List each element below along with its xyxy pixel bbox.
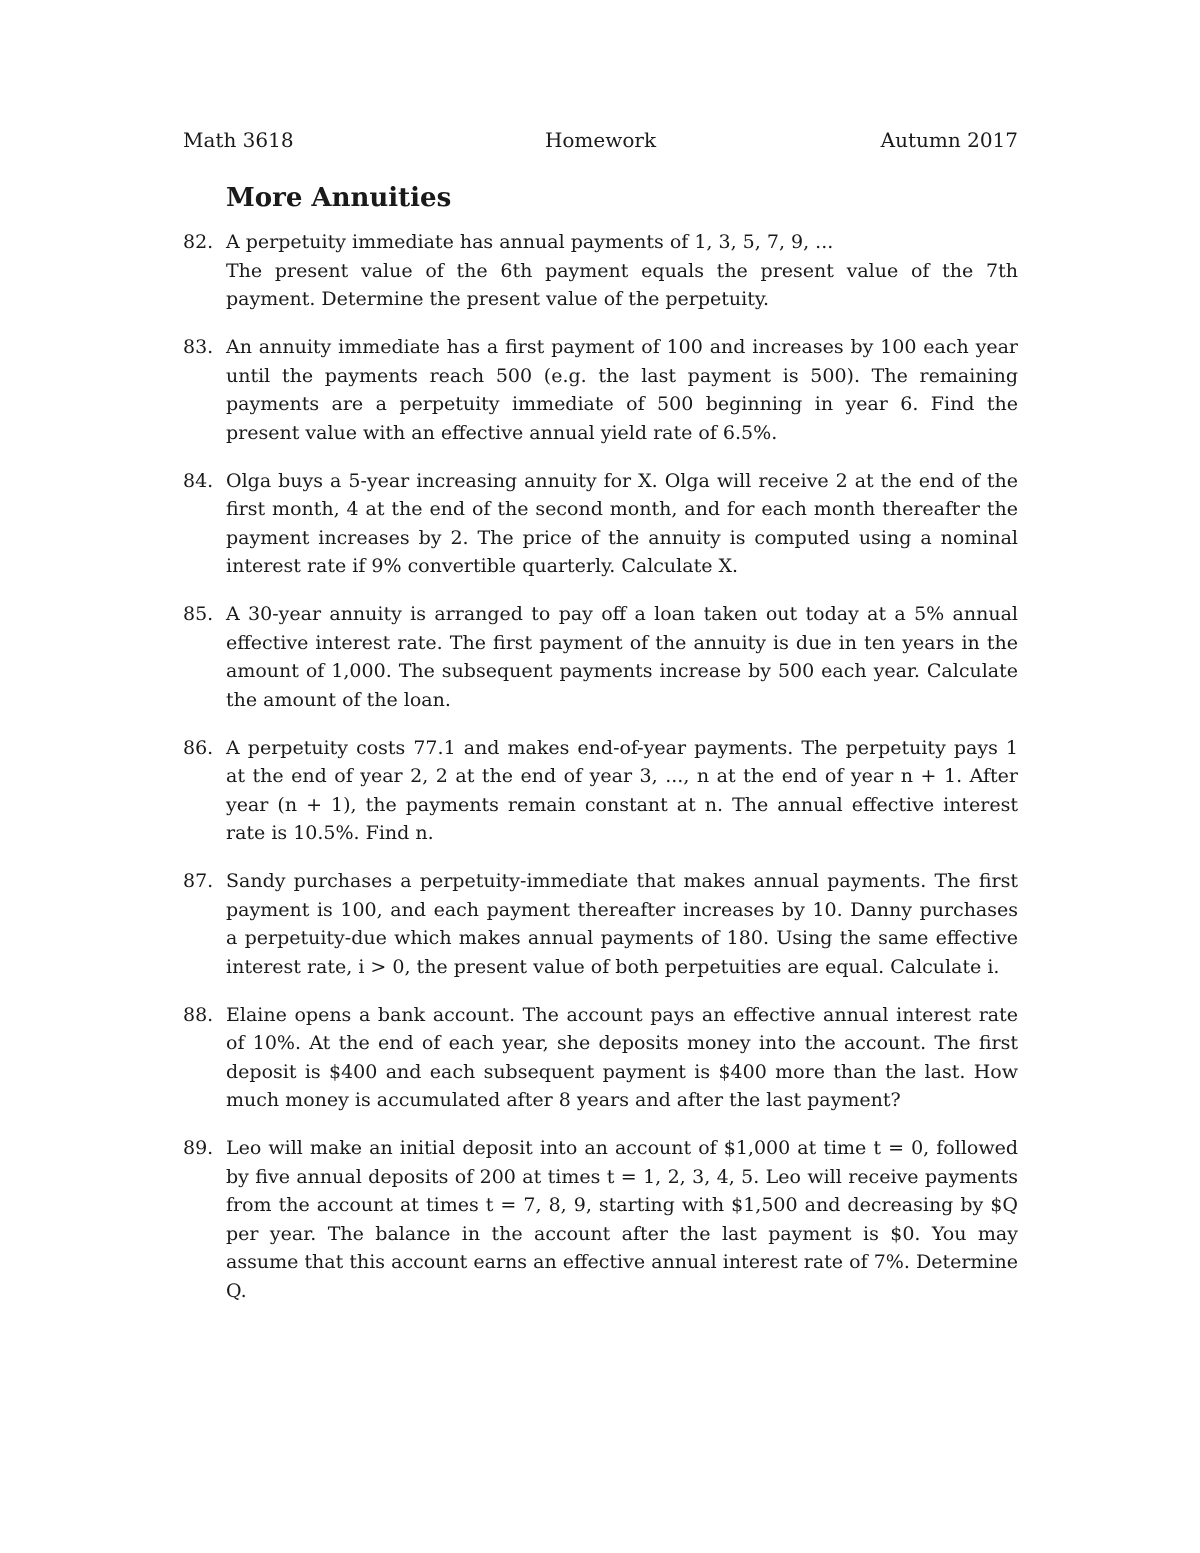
problem-list [183,228,1018,1325]
problem-number: 89. [183,1137,214,1159]
problem-84 [183,467,1018,581]
course-label: Math 3618 [183,128,294,152]
problem-89 [183,1134,1018,1305]
problem-87 [183,867,1018,981]
problem-number: 85. [183,603,214,625]
problem-number: 87. [183,870,214,892]
problem-number: 83. [183,336,214,358]
problem-text: An annuity immediate has a first payment of 100 and increases by 100 each year until the payments reach 500 (e.g. the last payment is 500). The remaining payments are a perpetuity immediate of 500 beginning in year 6. Find the present value with an effective annual yield rate of 6.5%. [226,336,1018,444]
problem-text: Leo will make an initial deposit into an account of $1,000 at time t = 0, followed by five annual deposits of 200 at times t = 1, 2, 3, 4, 5. Leo will receive payments from the account at times t = 7, 8, 9, starting with $1,500 and decreasing by $Q per year. The balance in the account after the last payment is $0. You may assume that this account earns an effective annual interest rate of 7%. Determine Q. [226,1137,1018,1302]
problem-text: Elaine opens a bank account. The account pays an effective annual interest rate of 10%. At the end of each year, she deposits money into the account. The first deposit is $400 and each subsequent payment is $400 more than the last. How much money is accumulated after 8 years and after the last payment? [226,1003,1018,1111]
problem-82 [183,228,1018,314]
problem-number: 82. [183,231,214,253]
problem-number: 84. [183,469,214,492]
problem-number: 88. [183,1003,214,1026]
page-header [183,126,1018,154]
section-title: More Annuities [226,183,452,213]
problem-text: A perpetuity immediate has annual payments of 1, 3, 5, 7, 9, ... [226,231,834,253]
problem-86 [183,734,1018,848]
problem-text-continued: The present value of the 6th payment equals the present value of the 7th payment. Determine the present value of the perpetuity. [226,259,1018,310]
problem-83 [183,333,1018,447]
document-kind: Homework [544,128,657,152]
problem-text: Olga buys a 5-year increasing annuity for X. Olga will receive 2 at the end of the first month, 4 at the end of the second month, and for each month thereafter the payment increases by 2. The price of the annuity is computed using a nominal interest rate if 9% convertible quarterly. Calculate X. [226,469,1018,577]
problem-text: A perpetuity costs 77.1 and makes end-of-year payments. The perpetuity pays 1 at the end of year 2, 2 at the end of year 3, ..., n at the end of year n + 1. After year (n + 1), the payments remain constant at n. The annual effective interest rate is 10.5%. Find n. [226,736,1018,844]
term-label: Autumn 2017 [880,128,1018,152]
problem-85 [183,600,1018,714]
problem-88 [183,1001,1018,1115]
problem-number: 86. [183,736,214,759]
problem-text: Sandy purchases a perpetuity-immediate that makes annual payments. The first payment is 100, and each payment thereafter increases by 10. Danny purchases a perpetuity-due which makes annual payments of 180. Using the same effective interest rate, i > 0, the present value of both perpetuities are equal. Calculate i. [226,870,1018,978]
problem-text: A 30-year annuity is arranged to pay off a loan taken out today at a 5% annual effective interest rate. The first payment of the annuity is due in ten years in the amount of 1,000. The subsequent payments increase by 500 each year. Calculate the amount of the loan. [226,603,1018,711]
